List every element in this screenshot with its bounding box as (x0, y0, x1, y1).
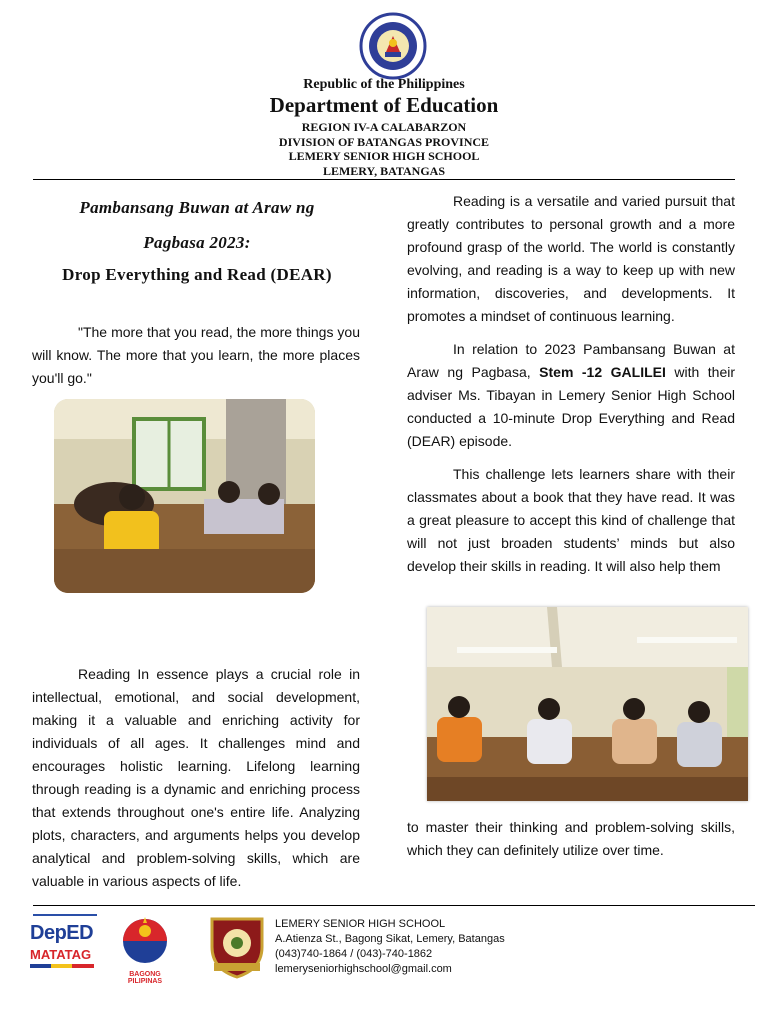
school-contact-block (275, 917, 505, 977)
division-line: DIVISION OF BATANGAS PROVINCE (278, 134, 490, 149)
reading-essence-paragraph: Reading In essence plays a crucial role in intellectual, emotional, and social development, making it a valuable and enriching activity for individuals of all ages. It challenges mind and encourages holistic learning. Lifelong learning through reading is a dynamic and enriching process that extends throughout one's entire life. Analyzing plots, characters, and arguments helps you develop analytical and problem-solving skills, which are valuable in various aspects of life. (32, 666, 360, 889)
title-line-2: Pagbasa 2023: (143, 233, 251, 252)
matatag-stripe (30, 964, 94, 968)
article-subtitle: Drop Everything and Read (DEAR) (62, 265, 332, 284)
footer-address: A.Atienza St., Bagong Sikat, Lemery, Batangas (275, 933, 505, 945)
classroom-photo-2 (427, 607, 748, 801)
right-paragraph-1: Reading is a versatile and varied pursuit that greatly contributes to personal growth and a more profound grasp of the world. The world is constantly evolving, and reading is a way to keep up with new information, discoveries, and developments. It promotes a mindset of continuous learning. (407, 193, 735, 324)
footer-accent-line (33, 914, 97, 916)
classroom-photo-1 (54, 399, 315, 593)
right-paragraph-4: to master their thinking and problem-solving skills, which they can definitely utilize over time. (407, 819, 735, 858)
school-crest-logo (204, 913, 270, 979)
footer-school-name: LEMERY SENIOR HIGH SCHOOL (275, 918, 446, 930)
school-line: LEMERY SENIOR HIGH SCHOOL (288, 149, 480, 163)
right-paragraph-3: This challenge lets learners share with their classmates about a book that they have read. It was a great pleasure to accept this kind of challenge that will not just broaden students’ minds but also develop their skills in reading. It will also help them (407, 466, 735, 574)
para2-text-a: In relation to 2023 Pambansang Buwan at Araw ng Pagbasa, (407, 341, 735, 380)
matatag-wordmark: MATATAG (30, 947, 92, 962)
header-divider (33, 179, 735, 180)
footer-divider (33, 905, 755, 906)
footer-phones: (043)740-1864 / (043)-740-1862 (275, 948, 433, 960)
quote-paragraph: "The more that you read, the more things you will know. The more that you learn, the more places you'll go." (32, 324, 360, 386)
republic-line: Republic of the Philippines (303, 77, 465, 92)
office-block (0, 120, 768, 178)
para2-text-b: with their adviser Ms. Tibayan in Lemery Senior High School conducted a 10-minute Drop Everything and Read (DEAR) episode. (407, 364, 736, 449)
deped-matatag-logo (30, 922, 100, 978)
right-paragraph-2 (407, 338, 735, 453)
bagong-pilipinas-logo (112, 915, 178, 985)
deped-seal (359, 12, 427, 80)
bagong-pilipinas-text: BAGONG PILIPINAS (127, 971, 163, 985)
title-line-1: Pambansang Buwan at Araw ng (79, 198, 315, 217)
article-title (32, 190, 362, 260)
department-name: Department of Education (269, 93, 499, 117)
deped-wordmark: DepED (30, 922, 94, 944)
footer-email[interactable]: lemeryseniorhighschool@gmail.com (275, 963, 452, 975)
region-line: REGION IV-A CALABARZON (301, 120, 467, 134)
class-name-bold: Stem -12 GALILEI (539, 364, 666, 380)
location-line: LEMERY, BATANGAS (322, 163, 446, 178)
